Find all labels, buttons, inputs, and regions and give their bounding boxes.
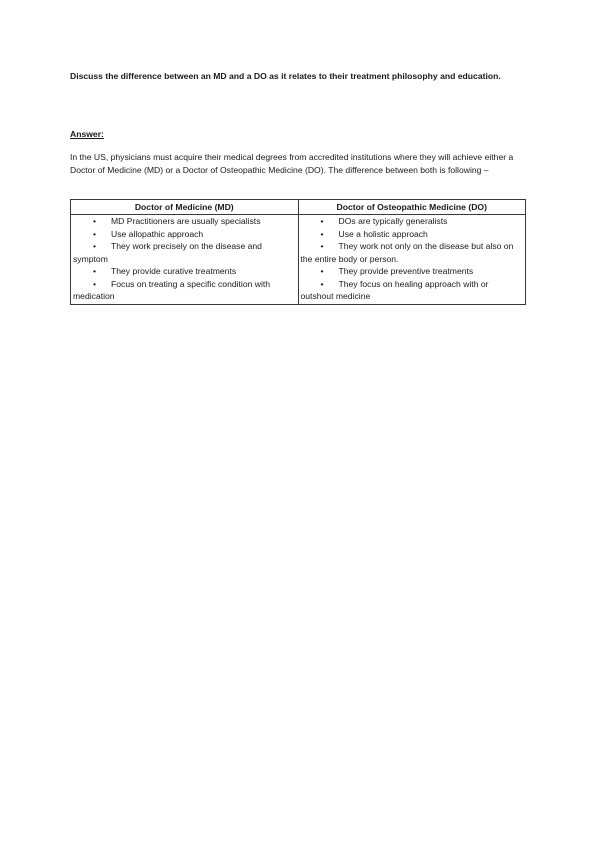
md-column-header: Doctor of Medicine (MD) — [71, 200, 299, 215]
answer-heading: Answer: — [70, 129, 104, 139]
do-item-text: They focus on healing approach with or outshout medicine — [300, 278, 489, 301]
md-item-text: They provide curative treatments — [111, 266, 237, 276]
bullet-icon: • — [320, 216, 324, 226]
question-text: Discuss the difference between an MD and a DO as it relates to their treatment philosophy and education. — [70, 71, 501, 81]
do-item-text: DOs are typically generalists — [338, 216, 448, 226]
bullet-icon: • — [93, 278, 97, 289]
bullet-icon: • — [320, 278, 324, 289]
bullet-icon: • — [93, 241, 97, 251]
list-item — [301, 215, 524, 228]
list-item — [301, 278, 524, 303]
md-item-text: Use allopathic approach — [111, 228, 204, 239]
list-item — [301, 265, 524, 278]
bullet-icon: • — [93, 228, 97, 239]
intro-paragraph: In the US, physicians must acquire their medical degrees from accredited institutions where they will achieve either a Doctor of Medicine (MD) or a Doctor of Osteopathic Medicine (DO). The difference between both is following – — [70, 152, 514, 175]
list-item — [301, 240, 524, 265]
list-item — [73, 228, 296, 241]
bullet-icon: • — [320, 266, 324, 276]
do-item-text: They provide preventive treatments — [338, 266, 474, 276]
list-item — [301, 228, 524, 241]
bullet-icon: • — [93, 266, 97, 276]
bullet-icon: • — [320, 228, 324, 239]
list-item — [73, 265, 296, 278]
comparison-table — [70, 199, 526, 305]
list-item — [73, 278, 296, 303]
md-item-text: MD Practitioners are usually specialists — [111, 216, 261, 226]
md-cell — [71, 215, 299, 305]
do-cell — [298, 215, 526, 305]
do-item-text: They work not only on the disease but also on the entire body or person. — [300, 241, 514, 264]
md-item-text: They work precisely on the disease and symptom — [73, 241, 262, 264]
list-item — [73, 215, 296, 228]
md-item-text: Focus on treating a specific condition with medication — [73, 278, 271, 301]
table-row — [71, 215, 526, 305]
bullet-icon: • — [93, 216, 97, 226]
list-item — [73, 240, 296, 265]
do-item-text: Use a holistic approach — [338, 228, 428, 239]
bullet-icon: • — [320, 241, 324, 251]
do-column-header: Doctor of Osteopathic Medicine (DO) — [298, 200, 526, 215]
table-header-row — [71, 200, 526, 215]
